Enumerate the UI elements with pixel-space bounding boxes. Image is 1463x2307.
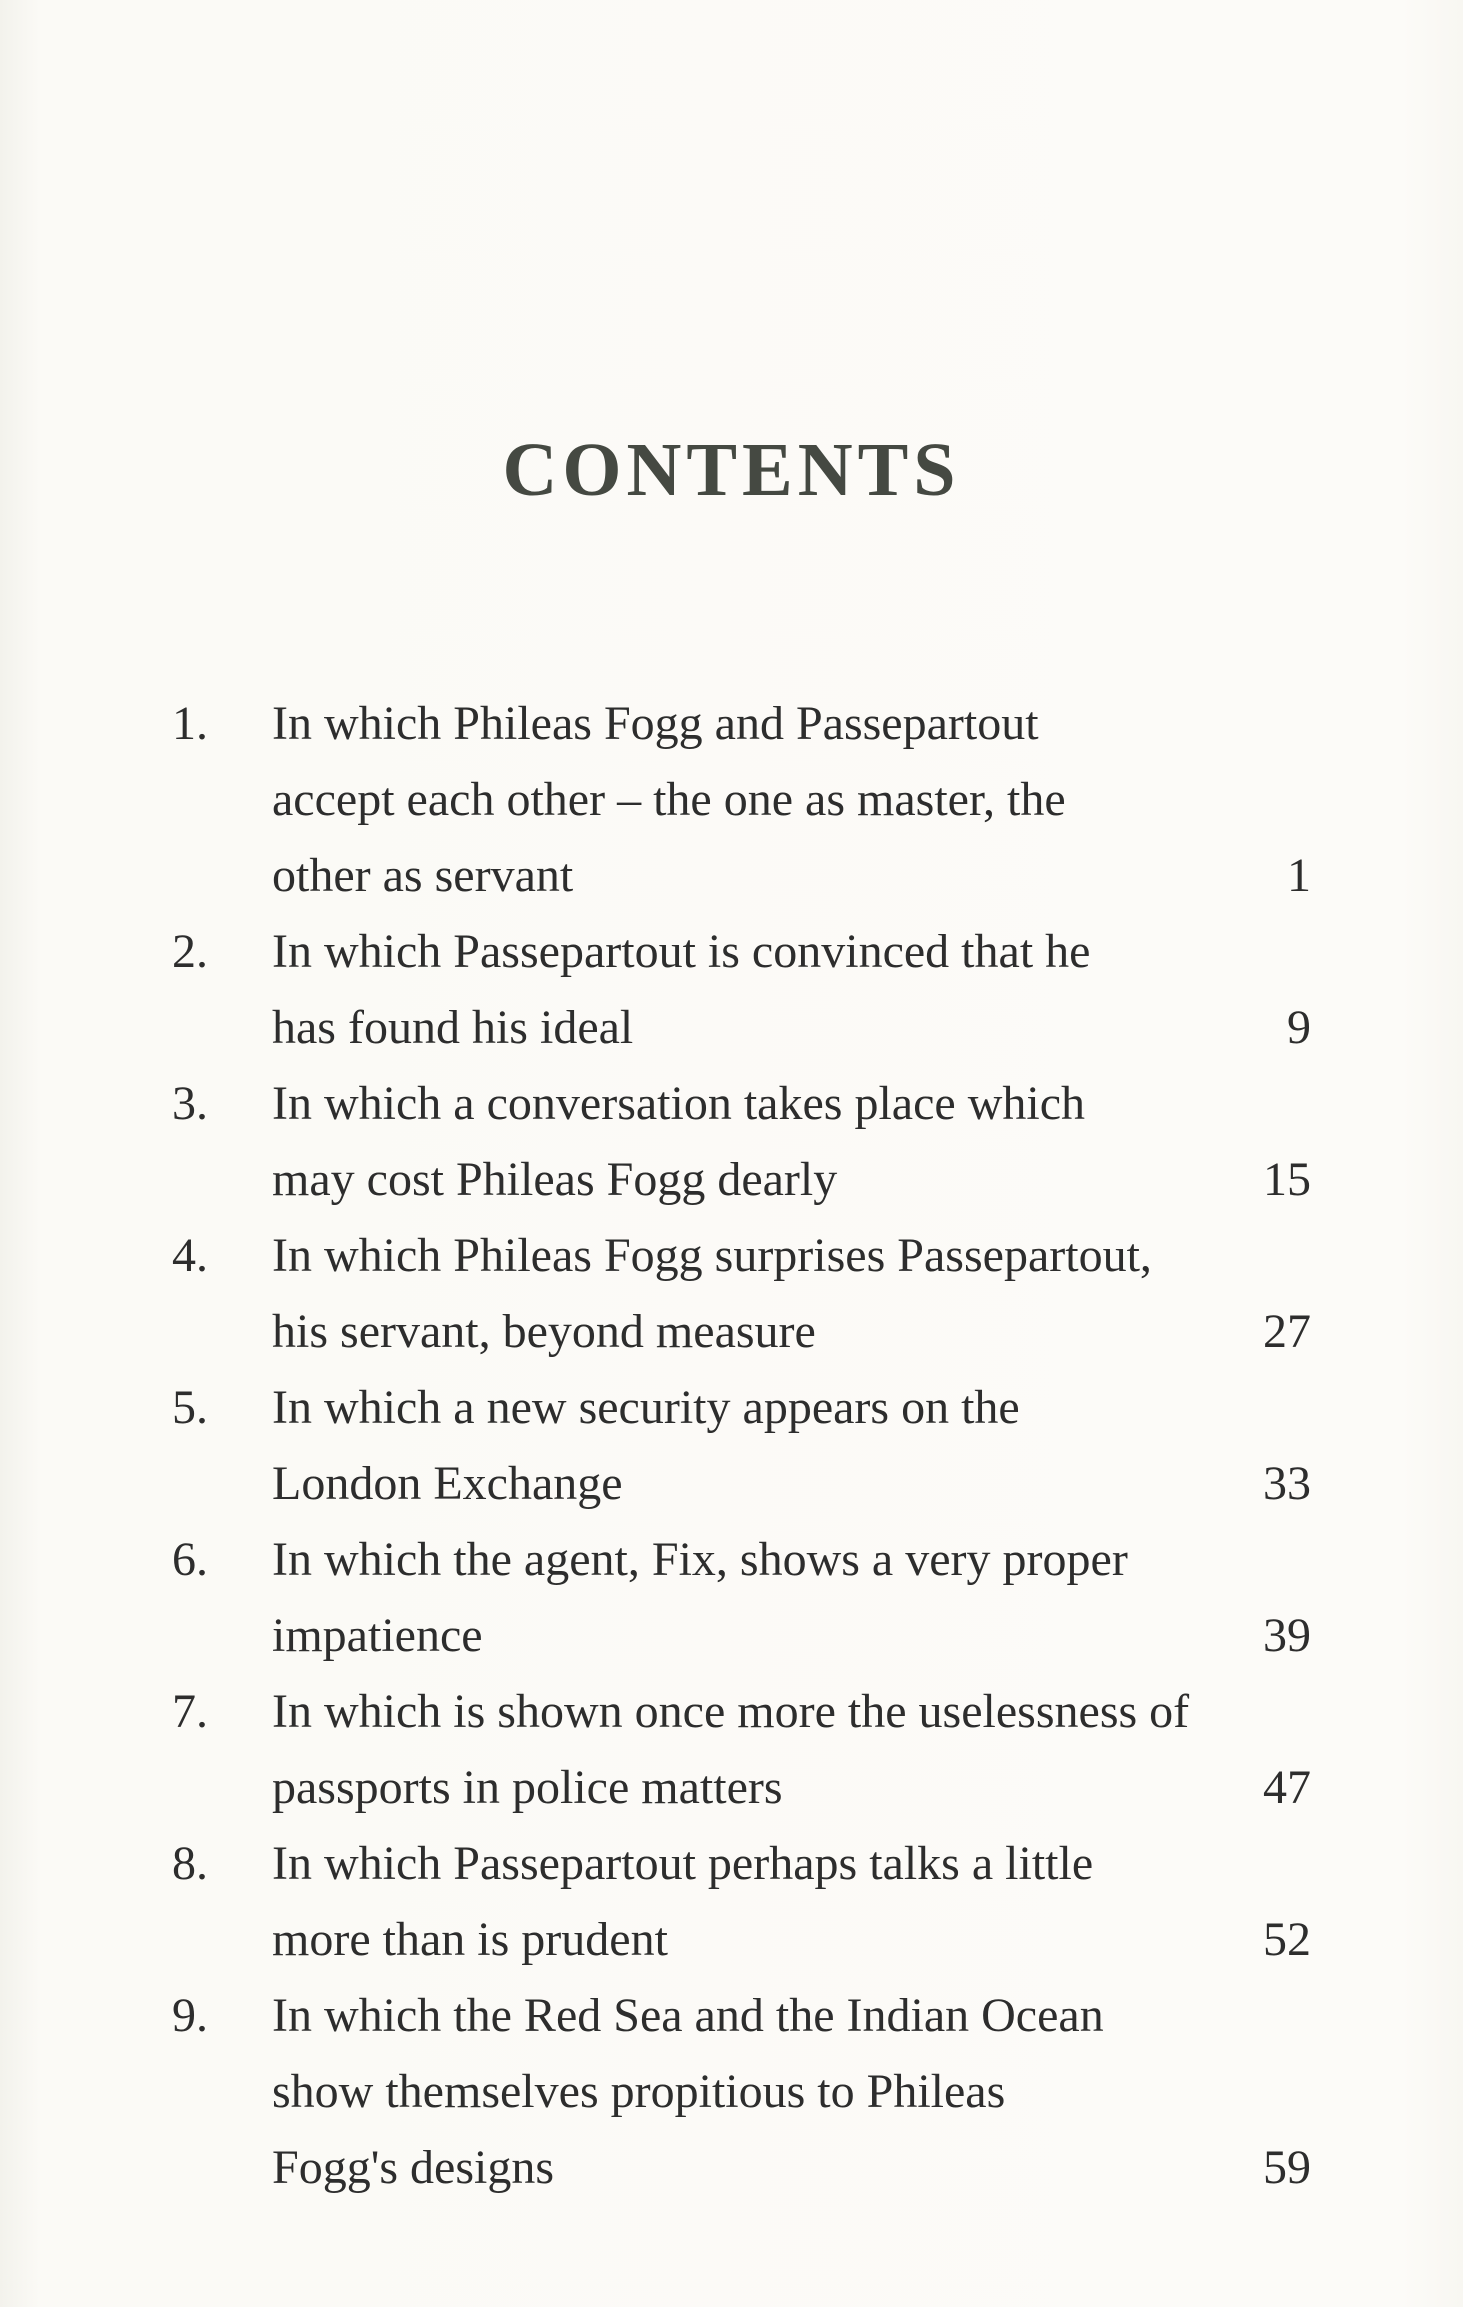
entry-number: 6. (172, 1533, 208, 1586)
entry-number: 1. (172, 697, 208, 750)
entry-title-line: accept each other – the one as master, the (272, 773, 1066, 826)
entry-title-line: In which Passepartout perhaps talks a little (272, 1837, 1094, 1890)
entry-title (272, 1978, 1272, 2206)
entry-page-number: 59 (1263, 2141, 1311, 2194)
entry-title-line: In which Passepartout is convinced that he (272, 925, 1091, 978)
entry-page-number: 33 (1263, 1457, 1311, 1510)
entry-number: 3. (172, 1077, 208, 1130)
entry-title (272, 1218, 1272, 1370)
entry-title (272, 1826, 1272, 1978)
entry-title (272, 686, 1272, 914)
entry-page-number: 39 (1263, 1609, 1311, 1662)
toc-entry-2 (0, 914, 1463, 1066)
toc-entry-8 (0, 1826, 1463, 1978)
toc-entry-6 (0, 1522, 1463, 1674)
entry-title-line: In which the agent, Fix, shows a very proper (272, 1533, 1128, 1586)
entry-title-line: has found his ideal (272, 1001, 634, 1054)
entry-number: 5. (172, 1381, 208, 1434)
entry-number: 7. (172, 1685, 208, 1738)
entry-page-number: 15 (1263, 1153, 1311, 1206)
entry-title-line: In which a conversation takes place which (272, 1077, 1086, 1130)
entry-title-line: Fogg's designs (272, 2141, 555, 2194)
entry-title (272, 914, 1272, 1066)
entry-title-line: In which the Red Sea and the Indian Ocean (272, 1989, 1104, 2042)
entry-page-number: 9 (1287, 1001, 1311, 1054)
entry-title (272, 1066, 1272, 1218)
entry-title-line: In which Phileas Fogg and Passepartout (272, 697, 1039, 750)
entry-title-line: London Exchange (272, 1457, 623, 1510)
entry-number: 8. (172, 1837, 208, 1890)
entry-title (272, 1522, 1272, 1674)
toc-entry-1 (0, 686, 1463, 914)
entry-title-line: impatience (272, 1609, 483, 1662)
entry-number: 9. (172, 1989, 208, 2042)
table-of-contents (0, 686, 1463, 2206)
entry-number: 4. (172, 1229, 208, 1282)
page-title: CONTENTS (502, 428, 961, 512)
entry-page-number: 1 (1287, 849, 1311, 902)
entry-title-line: In which Phileas Fogg surprises Passepartout, (272, 1229, 1152, 1282)
toc-entry-3 (0, 1066, 1463, 1218)
entry-page-number: 47 (1263, 1761, 1311, 1814)
entry-title-line: passports in police matters (272, 1761, 783, 1814)
entry-title-line: other as servant (272, 849, 574, 902)
entry-title (272, 1370, 1272, 1522)
entry-title-line: show themselves propitious to Phileas (272, 2065, 1006, 2118)
toc-entry-4 (0, 1218, 1463, 1370)
entry-title (272, 1674, 1272, 1826)
toc-entry-7 (0, 1674, 1463, 1826)
entry-title-line: his servant, beyond measure (272, 1305, 816, 1358)
entry-page-number: 27 (1263, 1305, 1311, 1358)
entry-title-line: In which is shown once more the uselessness of (272, 1685, 1190, 1738)
entry-page-number: 52 (1263, 1913, 1311, 1966)
entry-title-line: may cost Phileas Fogg dearly (272, 1153, 838, 1206)
entry-title-line: more than is prudent (272, 1913, 668, 1966)
toc-entry-9 (0, 1978, 1463, 2206)
toc-entry-5 (0, 1370, 1463, 1522)
entry-number: 2. (172, 925, 208, 978)
entry-title-line: In which a new security appears on the (272, 1381, 1020, 1434)
